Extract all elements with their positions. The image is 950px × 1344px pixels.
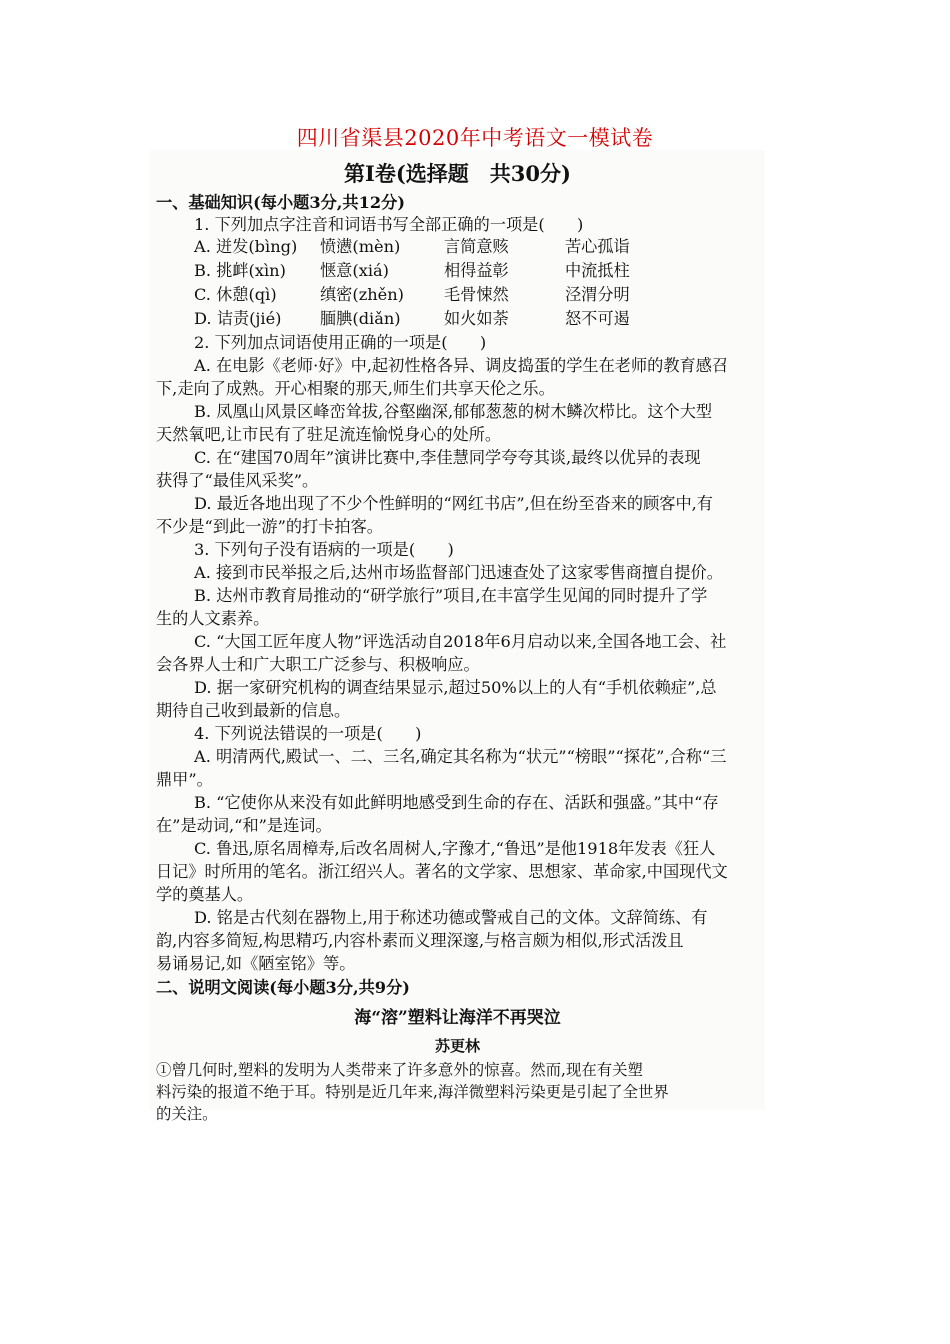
q4-line-8: D. 铭是古代刻在器物上,用于称述功德或警戒自己的文体。文辞简练、有	[194, 908, 708, 927]
paragraph-1-line-3: 的关注。	[156, 1105, 218, 1123]
q1-d-col3: 如火如荼	[444, 309, 509, 328]
q3-line-7: 期待自己收到最新的信息。	[156, 701, 351, 720]
scanned-exam-page	[150, 150, 765, 1123]
part-heading: 第Ⅰ卷(选择题 共30分)	[344, 161, 571, 186]
q2-line-2: 下,走向了成熟。开心相聚的那天,师生们共享天伦之乐。	[156, 379, 555, 398]
q1-d-col1: D. 诘责(jié)	[194, 309, 282, 328]
q4-line-1: A. 明清两代,殿试一、二、三名,确定其名称为“状元”“榜眼”“探花”,合称“三	[194, 747, 727, 766]
q2-line-1: A. 在电影《老师·好》中,起初性格各异、调皮捣蛋的学生在老师的教育感召	[194, 356, 729, 375]
q3-stem: 3. 下列句子没有语病的一项是( )	[194, 540, 454, 559]
article-author: 苏更林	[434, 1037, 480, 1055]
q3-line-4: C. “大国工匠年度人物”评选活动自2018年6月启动以来,全国各地工会、社	[194, 632, 727, 651]
q3-line-5: 会各界人士和广大职工广泛参与、积极响应。	[156, 655, 480, 674]
q4-line-10: 易诵易记,如《陋室铭》等。	[156, 954, 356, 973]
q1-c-col3: 毛骨悚然	[444, 285, 509, 304]
q2-stem: 2. 下列加点词语使用正确的一项是( )	[194, 333, 487, 352]
q4-line-7: 学的奠基人。	[156, 885, 254, 904]
q1-b-col2: 惬意(xiá)	[320, 261, 389, 280]
q1-c-col1: C. 休憩(qì)	[194, 285, 277, 304]
q2-line-3: B. 凤凰山风景区峰峦耸拔,谷壑幽深,郁郁葱葱的树木鳞次栉比。这个大型	[194, 402, 713, 421]
q1-b-col1: B. 挑衅(xìn)	[194, 261, 286, 280]
q1-a-col4: 苦心孤诣	[565, 237, 630, 256]
q1-a-col2: 愤懑(mèn)	[320, 237, 401, 256]
q4-line-6: 日记》时所用的笔名。浙江绍兴人。著名的文学家、思想家、革命家,中国现代文	[156, 862, 728, 881]
document-title: 四川省渠县2020年中考语文一模试卷	[296, 126, 654, 150]
q3-line-3: 生的人文素养。	[156, 609, 270, 628]
section1-heading: 一、基础知识(每小题3分,共12分)	[156, 193, 405, 212]
q1-a-col1: A. 迸发(bìng)	[194, 237, 298, 256]
section2-heading: 二、说明文阅读(每小题3分,共9分)	[156, 978, 410, 997]
article-title: 海“溶”塑料让海洋不再哭泣	[354, 1008, 561, 1028]
q3-line-1: A. 接到市民举报之后,达州市场监督部门迅速查处了这家零售商擅自提价。	[194, 563, 723, 582]
q1-d-col4: 怒不可遏	[565, 309, 630, 328]
q1-c-col4: 泾渭分明	[565, 285, 630, 304]
paragraph-1-line-2: 料污染的报道不绝于耳。特别是近几年来,海洋微塑料污染更是引起了全世界	[156, 1083, 669, 1101]
q4-line-9: 韵,内容多简短,构思精巧,内容朴素而义理深邃,与格言颇为相似,形式活泼且	[156, 931, 684, 950]
q3-line-2: B. 达州市教育局推动的“研学旅行”项目,在丰富学生见闻的同时提升了学	[194, 586, 708, 605]
q4-line-5: C. 鲁迅,原名周樟寿,后改名周树人,字豫才,“鲁迅”是他1918年发表《狂人	[194, 839, 716, 858]
q3-line-6: D. 据一家研究机构的调查结果显示,超过50%以上的人有“手机依赖症”,总	[194, 678, 717, 697]
q2-line-6: 获得了“最佳风采奖”。	[156, 471, 319, 490]
q1-a-col3: 言简意赅	[444, 237, 509, 256]
q4-line-3: B. “它使你从来没有如此鲜明地感受到生命的存在、活跃和强盛。”其中“存	[194, 793, 719, 812]
q4-stem: 4. 下列说法错误的一项是( )	[194, 724, 422, 743]
q1-d-col2: 腼腆(diǎn)	[320, 309, 401, 328]
paragraph-1-line-1: ①曾几何时,塑料的发明为人类带来了许多意外的惊喜。然而,现在有关塑	[156, 1061, 643, 1079]
q4-line-4: 在”是动词,“和”是连词。	[156, 816, 332, 835]
q1-b-col3: 相得益彰	[444, 261, 509, 280]
q2-line-8: 不少是“到此一游”的打卡拍客。	[156, 517, 383, 536]
q2-line-7: D. 最近各地出现了不少个性鲜明的“网红书店”,但在纷至沓来的顾客中,有	[194, 494, 713, 513]
q1-c-col2: 缜密(zhěn)	[320, 285, 404, 304]
q2-line-4: 天然氧吧,让市民有了驻足流连愉悦身心的处所。	[156, 425, 502, 444]
q1-stem: 1. 下列加点字注音和词语书写全部正确的一项是( )	[194, 215, 584, 234]
q1-b-col4: 中流抵柱	[565, 261, 630, 280]
q4-line-2: 鼎甲”。	[156, 770, 213, 789]
q2-line-5: C. 在“建国70周年”演讲比赛中,李佳慧同学夸夸其谈,最终以优异的表现	[194, 448, 701, 467]
